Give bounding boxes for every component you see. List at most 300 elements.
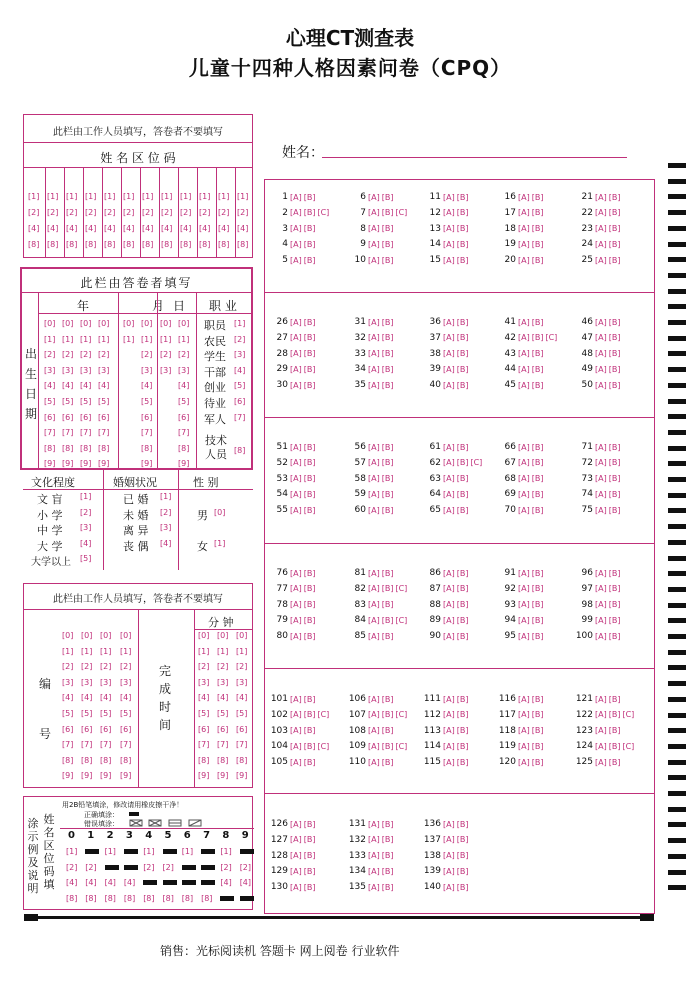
birth-digit-bubble[interactable]: [6] bbox=[141, 412, 153, 422]
option-b-bubble[interactable]: [B] bbox=[303, 474, 316, 484]
option-a-bubble[interactable]: [A] bbox=[290, 631, 302, 641]
option-b-bubble[interactable]: [B] bbox=[381, 694, 394, 704]
name-code-bubble[interactable]: [4] bbox=[237, 224, 249, 233]
option-b-bubble[interactable]: [B] bbox=[303, 489, 316, 499]
name-code-bubble[interactable]: [2] bbox=[218, 208, 230, 217]
gender-bubble[interactable]: [1] bbox=[214, 539, 226, 548]
option-b-bubble[interactable]: [B] bbox=[531, 208, 544, 218]
option-b-bubble[interactable]: [B] bbox=[456, 710, 469, 720]
name-code-bubble[interactable]: [4] bbox=[199, 224, 211, 233]
option-a-bubble[interactable]: [A] bbox=[290, 208, 302, 218]
option-a-bubble[interactable]: [A] bbox=[290, 442, 302, 452]
minute-digit-bubble[interactable]: [4] bbox=[198, 693, 210, 703]
option-b-bubble[interactable]: [B] bbox=[456, 380, 469, 390]
name-code-bubble[interactable]: [4] bbox=[142, 224, 154, 233]
option-a-bubble[interactable]: [A] bbox=[290, 835, 302, 845]
option-a-bubble[interactable]: [A] bbox=[443, 458, 455, 468]
option-b-bubble[interactable]: [B] bbox=[608, 694, 621, 704]
name-code-bubble[interactable]: [2] bbox=[47, 208, 59, 217]
option-b-bubble[interactable]: [B] bbox=[303, 568, 316, 578]
option-a-bubble[interactable]: [A] bbox=[290, 224, 302, 234]
birth-digit-bubble[interactable]: [7] bbox=[178, 428, 190, 438]
option-a-bubble[interactable]: [A] bbox=[368, 726, 380, 736]
birth-digit-bubble[interactable]: [6] bbox=[80, 412, 92, 422]
name-code-bubble[interactable]: [2] bbox=[237, 208, 249, 217]
option-a-bubble[interactable]: [A] bbox=[290, 474, 302, 484]
option-a-bubble[interactable]: [A] bbox=[443, 882, 455, 892]
minute-digit-bubble[interactable]: [7] bbox=[217, 740, 229, 750]
number-digit-bubble[interactable]: [4] bbox=[100, 693, 112, 703]
job-bubble[interactable]: [4] bbox=[234, 365, 246, 375]
option-b-bubble[interactable]: [B] bbox=[381, 710, 394, 720]
name-code-bubble[interactable]: [1] bbox=[28, 192, 40, 201]
option-b-bubble[interactable]: [B] bbox=[303, 208, 316, 218]
minute-digit-bubble[interactable]: [2] bbox=[236, 662, 248, 672]
name-code-bubble[interactable]: [1] bbox=[180, 192, 192, 201]
option-a-bubble[interactable]: [A] bbox=[368, 255, 380, 265]
birth-digit-bubble[interactable]: [3] bbox=[141, 365, 153, 375]
option-a-bubble[interactable]: [A] bbox=[443, 710, 455, 720]
option-c-bubble[interactable]: [C] bbox=[395, 710, 408, 720]
option-b-bubble[interactable]: [B] bbox=[608, 317, 621, 327]
birth-digit-bubble[interactable]: [2] bbox=[141, 350, 153, 360]
option-a-bubble[interactable]: [A] bbox=[518, 208, 530, 218]
option-a-bubble[interactable]: [A] bbox=[518, 741, 530, 751]
option-c-bubble[interactable]: [C] bbox=[622, 710, 635, 720]
option-a-bubble[interactable]: [A] bbox=[290, 489, 302, 499]
option-a-bubble[interactable]: [A] bbox=[595, 710, 607, 720]
option-a-bubble[interactable]: [A] bbox=[595, 380, 607, 390]
number-digit-bubble[interactable]: [3] bbox=[62, 677, 74, 687]
birth-digit-bubble[interactable]: [4] bbox=[178, 381, 190, 391]
option-b-bubble[interactable]: [B] bbox=[456, 631, 469, 641]
birth-digit-bubble[interactable]: [3] bbox=[44, 365, 56, 375]
option-a-bubble[interactable]: [A] bbox=[518, 380, 530, 390]
option-a-bubble[interactable]: [A] bbox=[368, 489, 380, 499]
name-input-line[interactable] bbox=[322, 157, 627, 158]
number-digit-bubble[interactable]: [2] bbox=[100, 662, 112, 672]
option-a-bubble[interactable]: [A] bbox=[368, 741, 380, 751]
name-code-bubble[interactable]: [8] bbox=[180, 240, 192, 249]
number-digit-bubble[interactable]: [8] bbox=[62, 755, 74, 765]
option-b-bubble[interactable]: [B] bbox=[456, 615, 469, 625]
birth-digit-bubble[interactable]: [8] bbox=[178, 443, 190, 453]
option-a-bubble[interactable]: [A] bbox=[443, 631, 455, 641]
option-a-bubble[interactable]: [A] bbox=[595, 726, 607, 736]
option-b-bubble[interactable]: [B] bbox=[608, 489, 621, 499]
name-code-bubble[interactable]: [1] bbox=[104, 192, 116, 201]
option-a-bubble[interactable]: [A] bbox=[595, 615, 607, 625]
option-b-bubble[interactable]: [B] bbox=[303, 851, 316, 861]
option-a-bubble[interactable]: [A] bbox=[368, 851, 380, 861]
option-b-bubble[interactable]: [B] bbox=[531, 474, 544, 484]
option-b-bubble[interactable]: [B] bbox=[381, 349, 394, 359]
name-code-bubble[interactable]: [2] bbox=[142, 208, 154, 217]
number-digit-bubble[interactable]: [0] bbox=[81, 631, 93, 640]
number-digit-bubble[interactable]: [9] bbox=[81, 771, 93, 781]
option-a-bubble[interactable]: [A] bbox=[368, 333, 380, 343]
option-a-bubble[interactable]: [A] bbox=[443, 866, 455, 876]
option-b-bubble[interactable]: [B] bbox=[381, 851, 394, 861]
option-b-bubble[interactable]: [B] bbox=[531, 255, 544, 265]
option-c-bubble[interactable]: [C] bbox=[545, 333, 558, 343]
option-b-bubble[interactable]: [B] bbox=[456, 882, 469, 892]
birth-digit-bubble[interactable]: [1] bbox=[178, 334, 190, 344]
birth-digit-bubble[interactable]: [1] bbox=[62, 334, 74, 344]
option-a-bubble[interactable]: [A] bbox=[290, 568, 302, 578]
option-b-bubble[interactable]: [B] bbox=[531, 631, 544, 641]
minute-digit-bubble[interactable]: [3] bbox=[217, 677, 229, 687]
option-a-bubble[interactable]: [A] bbox=[443, 600, 455, 610]
birth-digit-bubble[interactable]: [9] bbox=[80, 459, 92, 469]
option-b-bubble[interactable]: [B] bbox=[608, 333, 621, 343]
birth-digit-bubble[interactable]: [9] bbox=[141, 459, 153, 469]
option-a-bubble[interactable]: [A] bbox=[595, 584, 607, 594]
name-code-bubble[interactable]: [4] bbox=[47, 224, 59, 233]
minute-digit-bubble[interactable]: [2] bbox=[198, 662, 210, 672]
option-a-bubble[interactable]: [A] bbox=[595, 489, 607, 499]
birth-digit-bubble[interactable]: [2] bbox=[44, 350, 56, 360]
option-a-bubble[interactable]: [A] bbox=[290, 255, 302, 265]
option-c-bubble[interactable]: [C] bbox=[395, 741, 408, 751]
option-b-bubble[interactable]: [B] bbox=[381, 584, 394, 594]
birth-digit-bubble[interactable]: [3] bbox=[160, 365, 172, 375]
option-b-bubble[interactable]: [B] bbox=[608, 757, 621, 767]
option-a-bubble[interactable]: [A] bbox=[290, 458, 302, 468]
name-code-bubble[interactable]: [4] bbox=[161, 224, 173, 233]
birth-digit-bubble[interactable]: [2] bbox=[80, 350, 92, 360]
option-b-bubble[interactable]: [B] bbox=[381, 882, 394, 892]
option-b-bubble[interactable]: [B] bbox=[608, 726, 621, 736]
option-b-bubble[interactable]: [B] bbox=[381, 835, 394, 845]
option-b-bubble[interactable]: [B] bbox=[531, 349, 544, 359]
option-b-bubble[interactable]: [B] bbox=[608, 380, 621, 390]
birth-digit-bubble[interactable]: [5] bbox=[80, 397, 92, 406]
number-digit-bubble[interactable]: [7] bbox=[81, 740, 93, 750]
birth-digit-bubble[interactable]: [5] bbox=[98, 397, 110, 406]
minute-digit-bubble[interactable]: [4] bbox=[217, 693, 229, 703]
option-b-bubble[interactable]: [B] bbox=[608, 349, 621, 359]
option-b-bubble[interactable]: [B] bbox=[381, 726, 394, 736]
birth-digit-bubble[interactable]: [2] bbox=[160, 350, 172, 360]
birth-digit-bubble[interactable]: [8] bbox=[80, 443, 92, 453]
option-b-bubble[interactable]: [B] bbox=[381, 192, 394, 202]
minute-digit-bubble[interactable]: [3] bbox=[236, 677, 248, 687]
option-a-bubble[interactable]: [A] bbox=[518, 615, 530, 625]
number-digit-bubble[interactable]: [8] bbox=[120, 755, 132, 765]
number-digit-bubble[interactable]: [5] bbox=[100, 709, 112, 718]
marriage-bubble[interactable]: [3] bbox=[160, 523, 172, 532]
option-b-bubble[interactable]: [B] bbox=[456, 757, 469, 767]
option-a-bubble[interactable]: [A] bbox=[290, 600, 302, 610]
gender-bubble[interactable]: [0] bbox=[214, 508, 226, 517]
option-a-bubble[interactable]: [A] bbox=[518, 474, 530, 484]
marriage-bubble[interactable]: [1] bbox=[160, 492, 172, 501]
name-code-bubble[interactable]: [4] bbox=[104, 224, 116, 233]
name-code-bubble[interactable]: [1] bbox=[123, 192, 135, 201]
name-code-bubble[interactable]: [1] bbox=[142, 192, 154, 201]
option-b-bubble[interactable]: [B] bbox=[303, 349, 316, 359]
birth-digit-bubble[interactable]: [0] bbox=[80, 319, 92, 328]
birth-digit-bubble[interactable]: [0] bbox=[178, 319, 190, 328]
option-b-bubble[interactable]: [B] bbox=[456, 600, 469, 610]
option-a-bubble[interactable]: [A] bbox=[368, 380, 380, 390]
option-a-bubble[interactable]: [A] bbox=[518, 757, 530, 767]
minute-digit-bubble[interactable]: [9] bbox=[198, 771, 210, 781]
option-b-bubble[interactable]: [B] bbox=[381, 364, 394, 374]
option-a-bubble[interactable]: [A] bbox=[518, 505, 530, 515]
option-a-bubble[interactable]: [A] bbox=[368, 317, 380, 327]
option-b-bubble[interactable]: [B] bbox=[531, 333, 544, 343]
birth-digit-bubble[interactable]: [6] bbox=[178, 412, 190, 422]
birth-digit-bubble[interactable]: [3] bbox=[178, 365, 190, 375]
birth-digit-bubble[interactable]: [3] bbox=[98, 365, 110, 375]
option-b-bubble[interactable]: [B] bbox=[531, 757, 544, 767]
option-a-bubble[interactable]: [A] bbox=[595, 741, 607, 751]
option-b-bubble[interactable]: [B] bbox=[531, 489, 544, 499]
number-digit-bubble[interactable]: [6] bbox=[100, 724, 112, 734]
number-digit-bubble[interactable]: [9] bbox=[62, 771, 74, 781]
minute-digit-bubble[interactable]: [1] bbox=[217, 646, 229, 656]
name-code-bubble[interactable]: [8] bbox=[218, 240, 230, 249]
minute-digit-bubble[interactable]: [4] bbox=[236, 693, 248, 703]
minute-digit-bubble[interactable]: [3] bbox=[198, 677, 210, 687]
option-b-bubble[interactable]: [B] bbox=[608, 710, 621, 720]
option-a-bubble[interactable]: [A] bbox=[443, 442, 455, 452]
number-digit-bubble[interactable]: [4] bbox=[62, 693, 74, 703]
option-b-bubble[interactable]: [B] bbox=[456, 192, 469, 202]
birth-digit-bubble[interactable]: [4] bbox=[98, 381, 110, 391]
option-a-bubble[interactable]: [A] bbox=[368, 882, 380, 892]
option-c-bubble[interactable]: [C] bbox=[317, 710, 330, 720]
birth-digit-bubble[interactable]: [0] bbox=[160, 319, 172, 328]
name-code-bubble[interactable]: [4] bbox=[180, 224, 192, 233]
option-a-bubble[interactable]: [A] bbox=[518, 694, 530, 704]
name-code-bubble[interactable]: [8] bbox=[199, 240, 211, 249]
minute-digit-bubble[interactable]: [8] bbox=[217, 755, 229, 765]
option-a-bubble[interactable]: [A] bbox=[290, 349, 302, 359]
option-c-bubble[interactable]: [C] bbox=[395, 208, 408, 218]
minute-digit-bubble[interactable]: [0] bbox=[217, 631, 229, 640]
birth-digit-bubble[interactable]: [5] bbox=[62, 397, 74, 406]
option-a-bubble[interactable]: [A] bbox=[368, 710, 380, 720]
minute-digit-bubble[interactable]: [7] bbox=[236, 740, 248, 750]
birth-digit-bubble[interactable]: [6] bbox=[98, 412, 110, 422]
birth-digit-bubble[interactable]: [8] bbox=[98, 443, 110, 453]
option-a-bubble[interactable]: [A] bbox=[518, 631, 530, 641]
option-a-bubble[interactable]: [A] bbox=[595, 568, 607, 578]
birth-digit-bubble[interactable]: [5] bbox=[178, 397, 190, 406]
option-a-bubble[interactable]: [A] bbox=[443, 317, 455, 327]
name-code-bubble[interactable]: [4] bbox=[218, 224, 230, 233]
option-a-bubble[interactable]: [A] bbox=[443, 364, 455, 374]
minute-digit-bubble[interactable]: [1] bbox=[198, 646, 210, 656]
birth-digit-bubble[interactable]: [8] bbox=[44, 443, 56, 453]
option-a-bubble[interactable]: [A] bbox=[518, 333, 530, 343]
option-a-bubble[interactable]: [A] bbox=[518, 192, 530, 202]
option-a-bubble[interactable]: [A] bbox=[290, 505, 302, 515]
option-b-bubble[interactable]: [B] bbox=[303, 333, 316, 343]
option-b-bubble[interactable]: [B] bbox=[381, 819, 394, 829]
name-code-bubble[interactable]: [8] bbox=[104, 240, 116, 249]
birth-digit-bubble[interactable]: [8] bbox=[141, 443, 153, 453]
option-a-bubble[interactable]: [A] bbox=[443, 255, 455, 265]
option-b-bubble[interactable]: [B] bbox=[381, 458, 394, 468]
option-b-bubble[interactable]: [B] bbox=[531, 726, 544, 736]
option-a-bubble[interactable]: [A] bbox=[518, 568, 530, 578]
option-b-bubble[interactable]: [B] bbox=[456, 505, 469, 515]
birth-digit-bubble[interactable]: [5] bbox=[141, 397, 153, 406]
name-code-bubble[interactable]: [8] bbox=[47, 240, 59, 249]
option-b-bubble[interactable]: [B] bbox=[531, 317, 544, 327]
option-b-bubble[interactable]: [B] bbox=[303, 317, 316, 327]
option-a-bubble[interactable]: [A] bbox=[368, 192, 380, 202]
option-b-bubble[interactable]: [B] bbox=[456, 835, 469, 845]
option-a-bubble[interactable]: [A] bbox=[368, 458, 380, 468]
option-a-bubble[interactable]: [A] bbox=[595, 208, 607, 218]
option-b-bubble[interactable]: [B] bbox=[456, 364, 469, 374]
option-a-bubble[interactable]: [A] bbox=[443, 615, 455, 625]
option-a-bubble[interactable]: [A] bbox=[518, 239, 530, 249]
option-b-bubble[interactable]: [B] bbox=[381, 600, 394, 610]
option-a-bubble[interactable]: [A] bbox=[595, 631, 607, 641]
minute-digit-bubble[interactable]: [5] bbox=[198, 709, 210, 718]
name-code-bubble[interactable]: [8] bbox=[237, 240, 249, 249]
number-digit-bubble[interactable]: [6] bbox=[62, 724, 74, 734]
birth-digit-bubble[interactable]: [0] bbox=[141, 319, 153, 328]
option-a-bubble[interactable]: [A] bbox=[368, 568, 380, 578]
option-a-bubble[interactable]: [A] bbox=[290, 615, 302, 625]
option-b-bubble[interactable]: [B] bbox=[456, 224, 469, 234]
option-a-bubble[interactable]: [A] bbox=[443, 333, 455, 343]
minute-digit-bubble[interactable]: [7] bbox=[198, 740, 210, 750]
option-b-bubble[interactable]: [B] bbox=[381, 615, 394, 625]
name-code-bubble[interactable]: [2] bbox=[161, 208, 173, 217]
birth-digit-bubble[interactable]: [1] bbox=[98, 334, 110, 344]
job-bubble[interactable]: [7] bbox=[234, 412, 246, 422]
option-b-bubble[interactable]: [B] bbox=[608, 505, 621, 515]
option-a-bubble[interactable]: [A] bbox=[518, 600, 530, 610]
birth-digit-bubble[interactable]: [6] bbox=[44, 412, 56, 422]
birth-digit-bubble[interactable]: [9] bbox=[178, 459, 190, 469]
option-b-bubble[interactable]: [B] bbox=[381, 741, 394, 751]
job-bubble[interactable]: [1] bbox=[234, 319, 246, 328]
name-code-bubble[interactable]: [1] bbox=[218, 192, 230, 201]
name-code-bubble[interactable]: [2] bbox=[66, 208, 78, 217]
option-b-bubble[interactable]: [B] bbox=[531, 615, 544, 625]
option-a-bubble[interactable]: [A] bbox=[595, 757, 607, 767]
option-b-bubble[interactable]: [B] bbox=[381, 489, 394, 499]
number-digit-bubble[interactable]: [9] bbox=[100, 771, 112, 781]
education-bubble[interactable]: [2] bbox=[80, 507, 92, 517]
option-b-bubble[interactable]: [B] bbox=[456, 442, 469, 452]
option-a-bubble[interactable]: [A] bbox=[443, 239, 455, 249]
option-b-bubble[interactable]: [B] bbox=[456, 317, 469, 327]
marriage-bubble[interactable]: [2] bbox=[160, 507, 172, 517]
number-digit-bubble[interactable]: [1] bbox=[62, 646, 74, 656]
option-a-bubble[interactable]: [A] bbox=[595, 192, 607, 202]
option-a-bubble[interactable]: [A] bbox=[290, 333, 302, 343]
option-b-bubble[interactable]: [B] bbox=[531, 568, 544, 578]
option-b-bubble[interactable]: [B] bbox=[381, 333, 394, 343]
job-bubble[interactable]: [2] bbox=[234, 334, 246, 344]
birth-digit-bubble[interactable]: [2] bbox=[62, 350, 74, 360]
birth-digit-bubble[interactable]: [7] bbox=[141, 428, 153, 438]
option-b-bubble[interactable]: [B] bbox=[456, 584, 469, 594]
option-a-bubble[interactable]: [A] bbox=[595, 364, 607, 374]
option-b-bubble[interactable]: [B] bbox=[303, 224, 316, 234]
option-a-bubble[interactable]: [A] bbox=[595, 442, 607, 452]
birth-digit-bubble[interactable]: [7] bbox=[80, 428, 92, 438]
name-code-bubble[interactable]: [4] bbox=[85, 224, 97, 233]
option-a-bubble[interactable]: [A] bbox=[595, 600, 607, 610]
birth-digit-bubble[interactable]: [1] bbox=[123, 334, 135, 344]
option-a-bubble[interactable]: [A] bbox=[368, 866, 380, 876]
minute-digit-bubble[interactable]: [0] bbox=[236, 631, 248, 640]
option-a-bubble[interactable]: [A] bbox=[368, 364, 380, 374]
option-c-bubble[interactable]: [C] bbox=[317, 208, 330, 218]
birth-digit-bubble[interactable]: [2] bbox=[178, 350, 190, 360]
birth-digit-bubble[interactable]: [7] bbox=[44, 428, 56, 438]
option-b-bubble[interactable]: [B] bbox=[608, 458, 621, 468]
number-digit-bubble[interactable]: [7] bbox=[120, 740, 132, 750]
option-a-bubble[interactable]: [A] bbox=[368, 631, 380, 641]
option-b-bubble[interactable]: [B] bbox=[381, 208, 394, 218]
option-a-bubble[interactable]: [A] bbox=[368, 505, 380, 515]
option-a-bubble[interactable]: [A] bbox=[290, 851, 302, 861]
birth-digit-bubble[interactable]: [9] bbox=[62, 459, 74, 469]
option-a-bubble[interactable]: [A] bbox=[595, 239, 607, 249]
option-b-bubble[interactable]: [B] bbox=[381, 380, 394, 390]
number-digit-bubble[interactable]: [3] bbox=[120, 677, 132, 687]
option-c-bubble[interactable]: [C] bbox=[317, 741, 330, 751]
birth-digit-bubble[interactable]: [9] bbox=[98, 459, 110, 469]
minute-digit-bubble[interactable]: [5] bbox=[217, 709, 229, 718]
option-b-bubble[interactable]: [B] bbox=[608, 255, 621, 265]
option-a-bubble[interactable]: [A] bbox=[518, 255, 530, 265]
name-code-bubble[interactable]: [8] bbox=[28, 240, 40, 249]
education-bubble[interactable]: [4] bbox=[80, 538, 92, 548]
name-code-bubble[interactable]: [1] bbox=[47, 192, 59, 201]
option-a-bubble[interactable]: [A] bbox=[443, 835, 455, 845]
number-digit-bubble[interactable]: [1] bbox=[81, 646, 93, 656]
job-bubble[interactable]: [6] bbox=[234, 397, 246, 406]
option-b-bubble[interactable]: [B] bbox=[303, 631, 316, 641]
number-digit-bubble[interactable]: [4] bbox=[81, 693, 93, 703]
option-a-bubble[interactable]: [A] bbox=[595, 255, 607, 265]
marriage-bubble[interactable]: [4] bbox=[160, 538, 172, 548]
minute-digit-bubble[interactable]: [9] bbox=[236, 771, 248, 781]
option-b-bubble[interactable]: [B] bbox=[381, 505, 394, 515]
option-b-bubble[interactable]: [B] bbox=[381, 317, 394, 327]
option-b-bubble[interactable]: [B] bbox=[531, 224, 544, 234]
option-b-bubble[interactable]: [B] bbox=[456, 333, 469, 343]
birth-digit-bubble[interactable]: [4] bbox=[44, 381, 56, 391]
number-digit-bubble[interactable]: [1] bbox=[120, 646, 132, 656]
option-a-bubble[interactable]: [A] bbox=[368, 694, 380, 704]
option-a-bubble[interactable]: [A] bbox=[290, 866, 302, 876]
option-a-bubble[interactable]: [A] bbox=[290, 694, 302, 704]
option-a-bubble[interactable]: [A] bbox=[290, 239, 302, 249]
option-b-bubble[interactable]: [B] bbox=[381, 757, 394, 767]
number-digit-bubble[interactable]: [0] bbox=[120, 631, 132, 640]
option-b-bubble[interactable]: [B] bbox=[381, 568, 394, 578]
option-a-bubble[interactable]: [A] bbox=[443, 757, 455, 767]
option-a-bubble[interactable]: [A] bbox=[518, 442, 530, 452]
option-b-bubble[interactable]: [B] bbox=[531, 239, 544, 249]
option-b-bubble[interactable]: [B] bbox=[303, 757, 316, 767]
option-a-bubble[interactable]: [A] bbox=[595, 333, 607, 343]
